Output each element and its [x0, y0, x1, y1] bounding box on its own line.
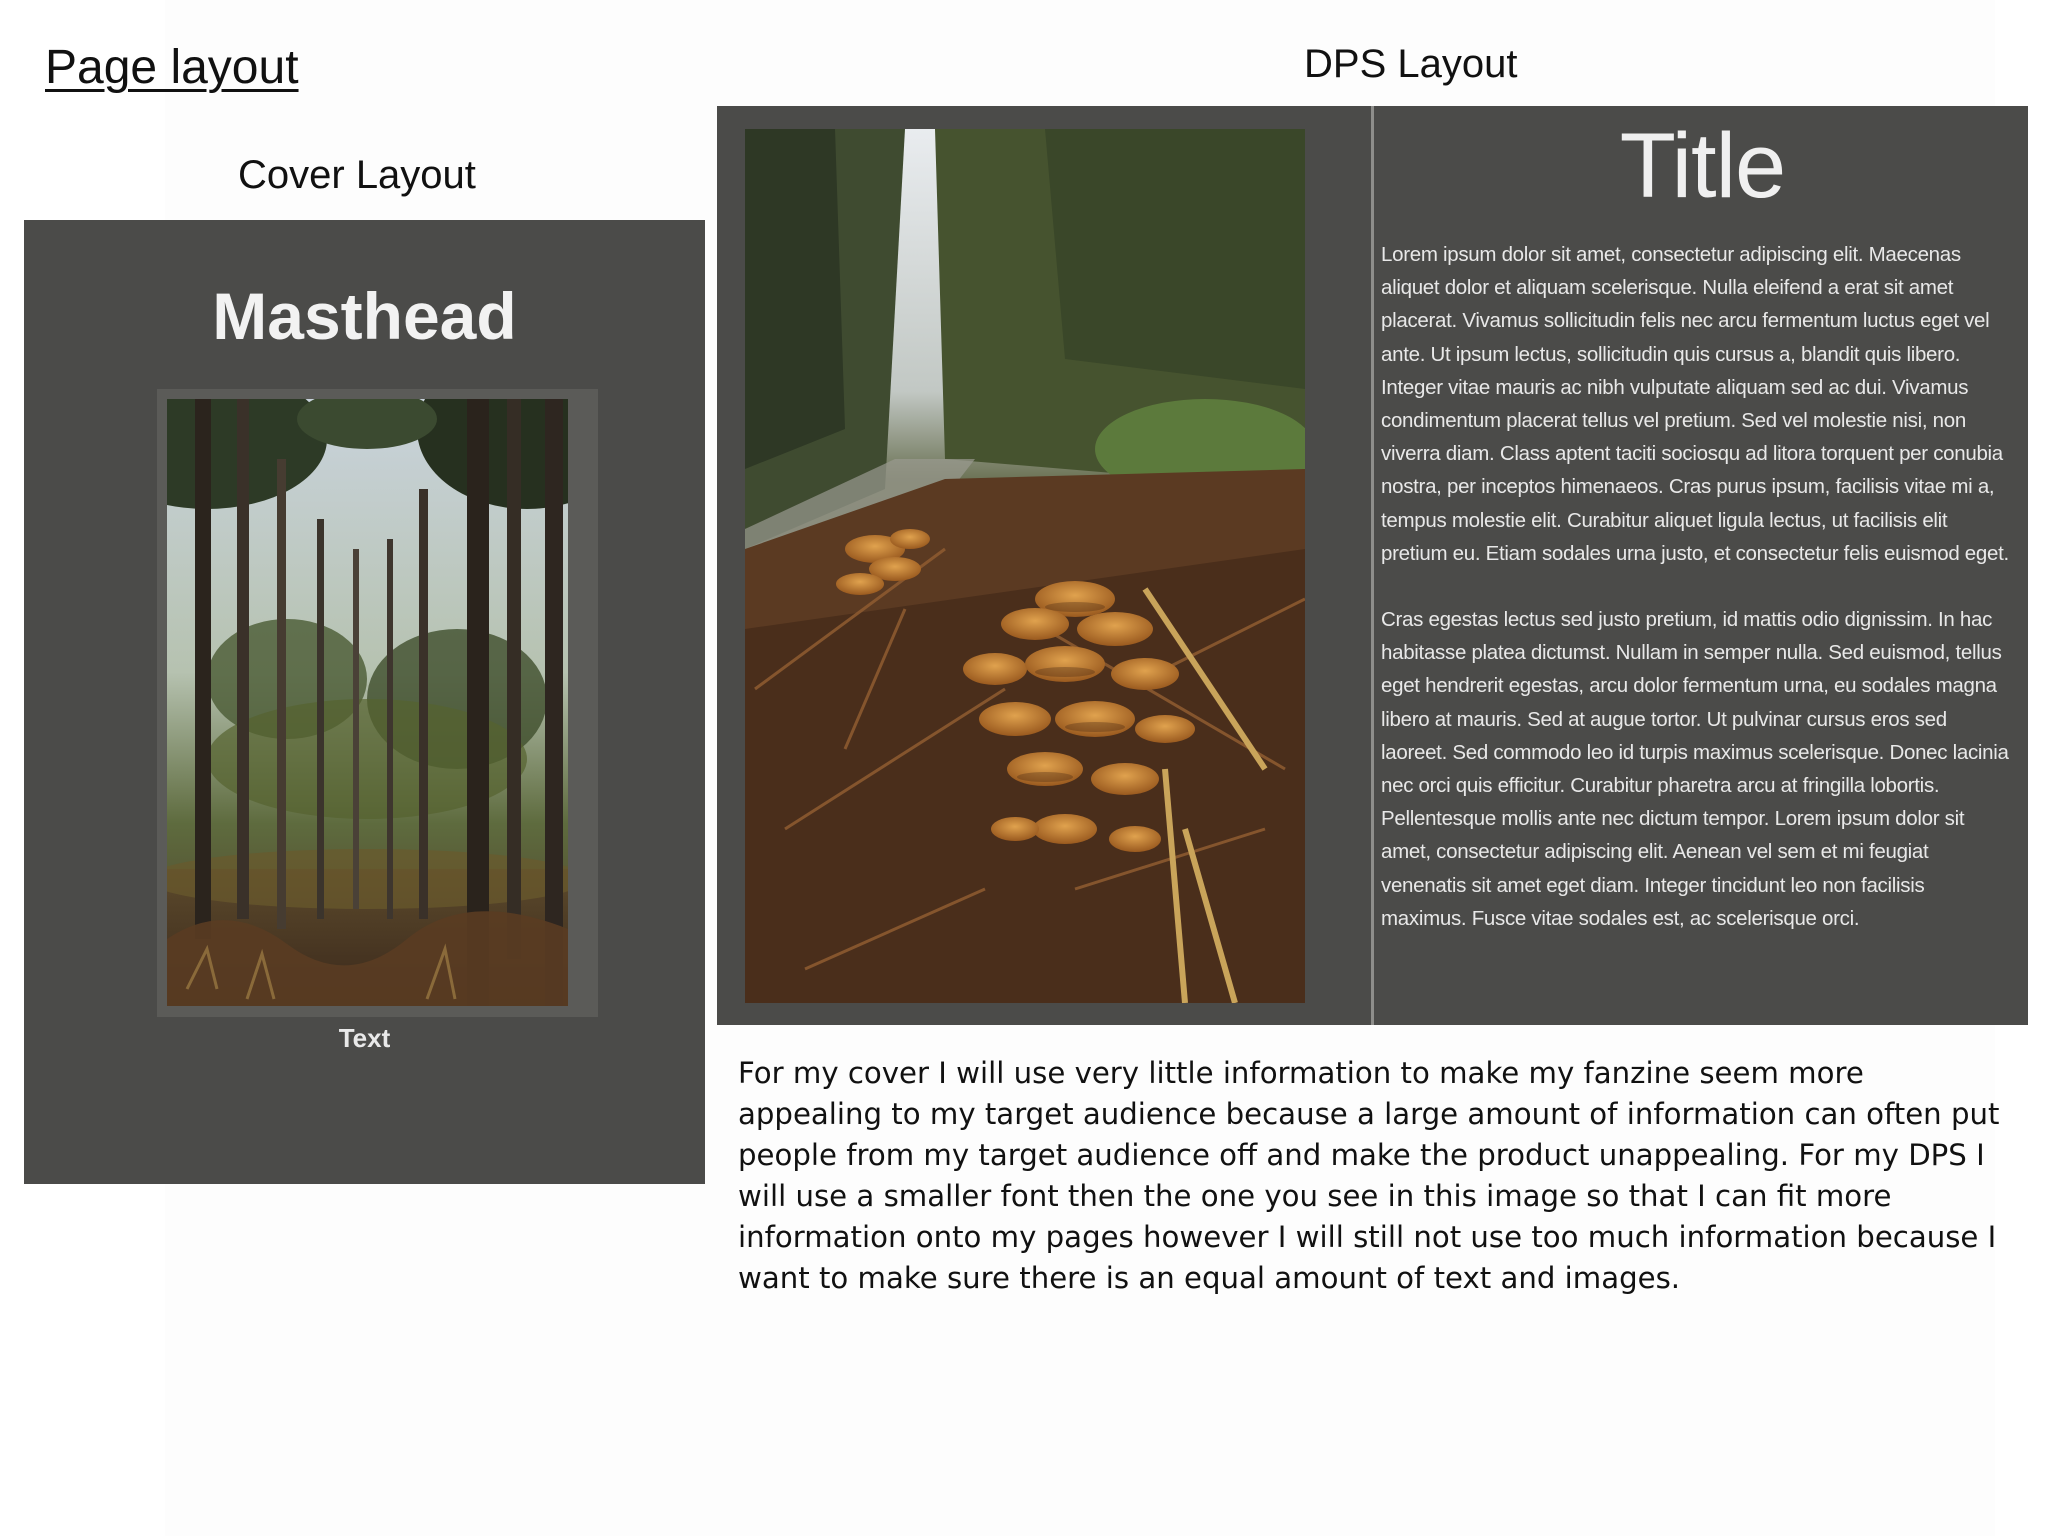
cover-photo-frame: [157, 389, 598, 1017]
dps-paragraph-1: Lorem ipsum dolor sit amet, consectetur adipiscing elit. Maecenas aliquet dolor et aliquam scelerisque. Nulla eleifend a erat sit amet placerat. Vivamus sollicitudin felis nec arcu fermentum luctus eget vel ante. Ut ipsum lectus, sollicitudin quis cursus a, blandit quis libero. Integer vitae mauris ac nibh vulputate aliquam sed ac dui. Vivamus condimentum placerat tellus vel pretium. Sed vel molestie nisi, non viverra diam. Class aptent taciti sociosqu ad litora torquent per conubia nostra, per inceptos himenaeos. Cras purus ipsum, facilisis vitae mi a, tempus molestie elit. Curabitur aliquet ligula lectus, ut facilisis elit pretium eu. Etiam sodales urna justo, et consectetur felis euismod eget.: [1381, 243, 2009, 565]
dps-title: Title: [1619, 115, 1786, 217]
cover-caption: Text: [338, 1023, 391, 1053]
mushroom-photo: [745, 129, 1305, 1003]
dps-photo-frame: [745, 129, 1305, 1003]
layout-description: For my cover I will use very little information to make my fanzine seem more appealing to my target audience because a large amount of information can often put people from my target audience off and make the product unappealing. For my DPS I will use a smaller font then the one you see in this image so that I can fit more information onto my pages however I will still not use too much information because I want to make sure there is an equal amount of text and images.: [738, 1056, 2000, 1295]
dps-divider: [1371, 106, 1374, 1025]
dps-mockup: [717, 106, 2028, 1025]
cover-layout-heading: Cover Layout: [238, 153, 476, 197]
dps-paragraph-2: Cras egestas lectus sed justo pretium, id mattis odio dignissim. In hac habitasse platea dictumst. Nullam in semper nulla. Sed euismod, tellus eget hendrerit egestas, arcu dolor fermentum urna, eu sodales magna libero at mauris. Sed at augue tortor. Ut pulvinar cursus eros sed laoreet. Sed commodo leo id turpis maximus scelerisque. Donec lacinia nec orci quis efficitur. Curabitur pharetra arcu at fringilla lobortis. Pellentesque mollis ante nec dictum tempor. Lorem ipsum dolor sit amet, consectetur adipiscing elit. Aenean vel sem et mi feugiat venenatis sit amet eget diam. Integer tincidunt leo non facilisis maximus. Fusce vitae sodales est, ac scelerisque orci.: [1381, 608, 2009, 930]
forest-photo: [167, 399, 568, 1006]
cover-mockup: [24, 220, 705, 1184]
page-title: Page layout: [45, 41, 299, 94]
dps-body-text: [1381, 238, 2014, 968]
cover-masthead: Masthead: [212, 279, 517, 353]
dps-layout-heading: DPS Layout: [1304, 42, 1518, 86]
